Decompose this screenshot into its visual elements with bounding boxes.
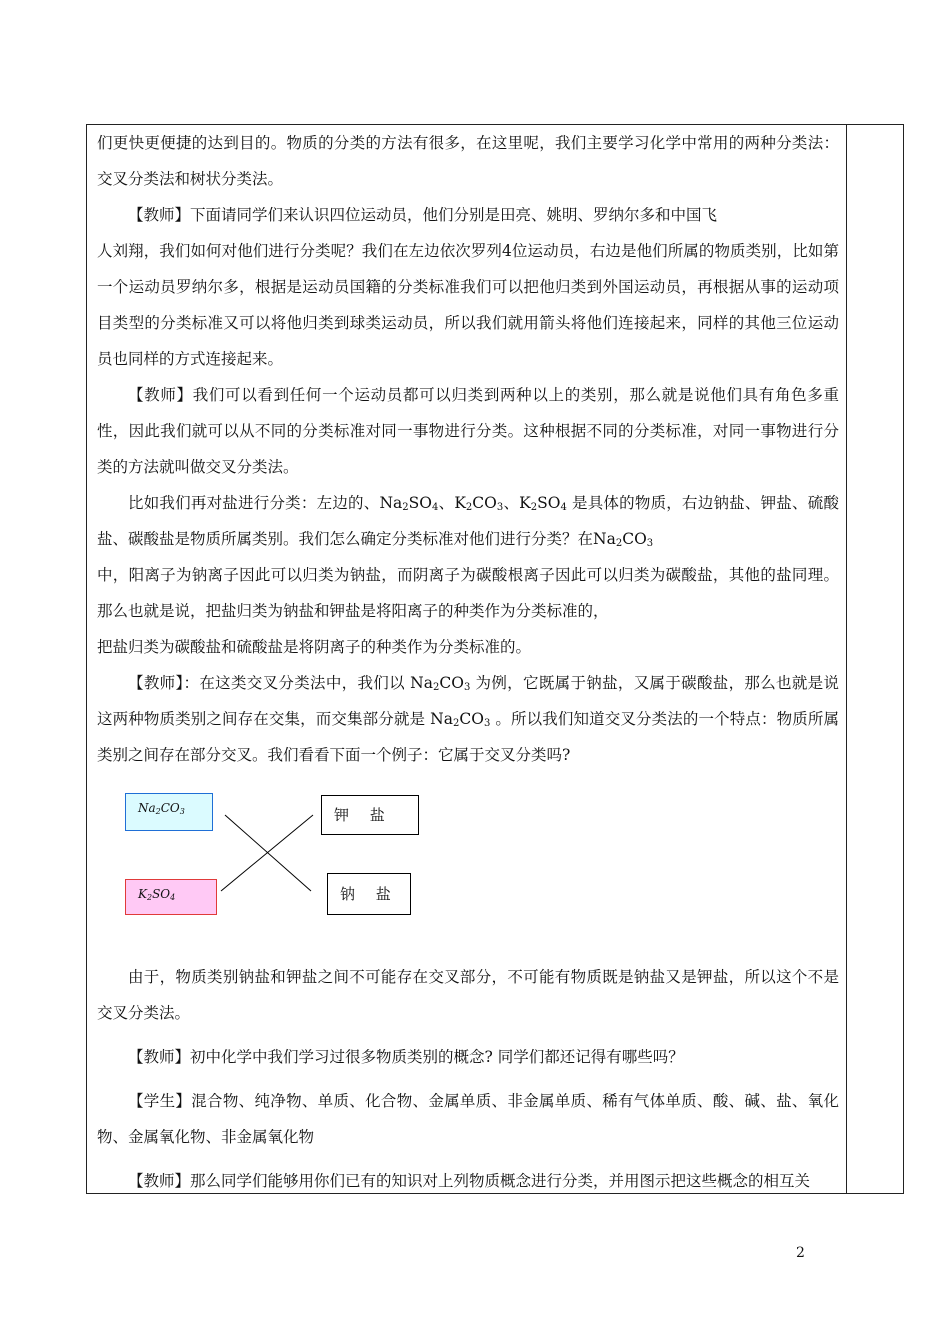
paragraph-10: 【学生】混合物、纯净物、单质、化合物、金属单质、非金属单质、稀有气体单质、酸、碱、盐、氧化物、金属氧化物、非金属氧化物 [97,1092,839,1146]
paragraph-8: 由于，物质类别钠盐和钾盐之间不可能存在交叉部分，不可能有物质既是钠盐又是钾盐，所以这个不是交叉分类法。 [97,968,839,1022]
paragraph-2a: 【教师】下面请同学们来认识四位运动员，他们分别是田亮、姚明、罗纳尔多和中国飞 [128,206,718,224]
lesson-table [86,124,904,1194]
paragraph-7: 【教师】：在这类交叉分类法中，我们以 $Na_2CO_3$ 为例，它既属于钠盐，又属于碳酸盐，那么也就是说这两种物质类别之间存在交集，而交集部分就是 $Na_2CO_3$ 。所以我们知道交叉分类法的一个特点：物质所属类别之间存在部分交叉。我们看看下面一个例子：它属于交叉分类吗? [97,674,839,764]
sodium-salt-box: 钠 盐 [327,873,411,915]
paragraph-1: 们更快更便捷的达到目的。物质的分类的方法有很多，在这里呢，我们主要学习化学中常用的两种分类法：交叉分类法和树状分类法。 [97,134,839,188]
na2co3-box: $Na_2CO_3$ [125,793,213,831]
column-divider [846,125,847,1193]
cross-line-1 [225,815,311,891]
paragraph-9: 【教师】初中化学中我们学习过很多物质类别的概念? 同学们都还记得有哪些吗？ [128,1048,684,1066]
page-number: 2 [796,1245,805,1261]
lesson-content [97,125,839,1199]
paragraph-4: 比如我们再对盐进行分类：左边的、$Na_2SO_4$、$K_2CO_3$、$K_2SO_4$ 是具体的物质，右边钠盐、钾盐、硫酸盐、碳酸盐是物质所属类别。我们怎么确定分类标准对他们进行分类？在$Na_2CO_3$ [97,494,839,549]
cross-classification-diagram [97,779,839,959]
k2so4-box: $K_2SO_4$ [125,879,217,915]
paragraph-5: 中，阳离子为钠离子因此可以归类为钠盐，而阴离子为碳酸根离子因此可以归类为碳酸盐，其他的盐同理。那么也就是说，把盐归类为钠盐和钾盐是将阳离子的种类作为分类标准的， [97,566,839,620]
paragraph-6: 把盐归类为碳酸盐和硫酸盐是将阴离子的种类作为分类标准的。 [97,638,532,656]
cross-lines [97,779,517,959]
potassium-salt-box: 钾 盐 [321,795,419,835]
paragraph-11: 【教师】那么同学们能够用你们已有的知识对上列物质概念进行分类，并用图示把这些概念的相互关 [128,1172,811,1190]
paragraph-2b: 人刘翔，我们如何对他们进行分类呢？我们在左边依次罗列4位运动员，右边是他们所属的物质类别，比如第一个运动员罗纳尔多，根据是运动员国籍的分类标准我们可以把他归类到外国运动员，再根据从事的运动项目类型的分类标准又可以将他归类到球类运动员，所以我们就用箭头将他们连接起来，同样的其他三位运动员也同样的方式连接起来。 [97,242,839,368]
paragraph-3: 【教师】我们可以看到任何一个运动员都可以归类到两种以上的类别，那么就是说他们具有角色多重性，因此我们就可以从不同的分类标准对同一事物进行分类。这种根据不同的分类标准，对同一事物进行分类的方法就叫做交叉分类法。 [97,386,839,476]
cross-line-2 [221,815,313,891]
